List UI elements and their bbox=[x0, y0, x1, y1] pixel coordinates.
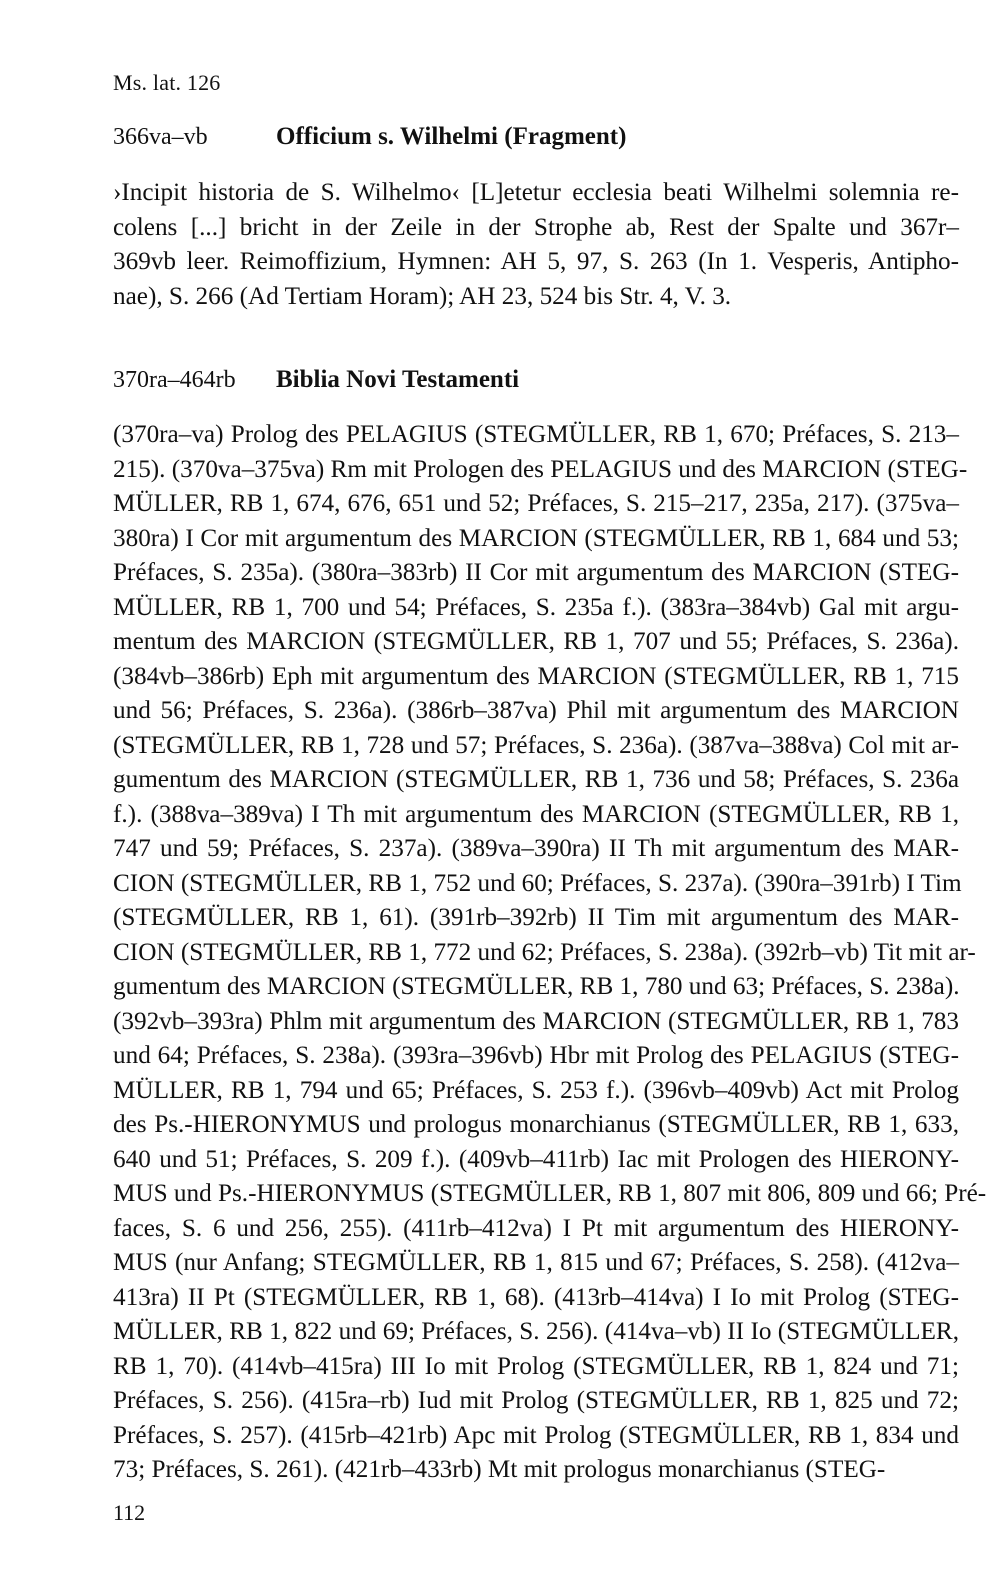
entry-description-officium bbox=[113, 176, 959, 314]
text-line: Préfaces, S. 256). (415ra–rb) Iud mit Prolog (STEGMÜLLER, RB 1, 825 und 72; bbox=[113, 1387, 959, 1414]
text-line: gumentum des MARCION (STEGMÜLLER, RB 1, 736 und 58; Préfaces, S. 236a bbox=[113, 766, 959, 793]
text-line: 369vb leer. Reimoffizium, Hymnen: AH 5, 97, S. 263 (In 1. Vesperis, Antipho- bbox=[113, 248, 959, 275]
text-line: MÜLLER, RB 1, 794 und 65; Préfaces, S. 253 f.). (396vb–409vb) Act mit Prolog bbox=[113, 1076, 959, 1104]
text-line: 640 und 51; Préfaces, S. 209 f.). (409vb–411rb) Iac mit Prologen des HIERONY- bbox=[113, 1145, 959, 1173]
entry-heading-officium bbox=[113, 123, 626, 151]
entry-title: Biblia Novi Testamenti bbox=[276, 366, 520, 393]
text-line: und 56; Préfaces, S. 236a). (386rb–387va) Phil mit argumentum des MARCION bbox=[113, 697, 959, 724]
entry-description-biblia bbox=[113, 418, 987, 1488]
text-line: (STEGMÜLLER, RB 1, 61). (391rb–392rb) II Tim mit argumentum des MAR- bbox=[113, 904, 959, 931]
text-line: MUS (nur Anfang; STEGMÜLLER, RB 1, 815 und 67; Préfaces, S. 258). (412va– bbox=[113, 1249, 959, 1276]
entry-folio-range: 366va–vb bbox=[113, 124, 208, 150]
text-line: 747 und 59; Préfaces, S. 237a). (389va–390ra) II Th mit argumentum des MAR- bbox=[113, 835, 959, 862]
text-line: faces, S. 6 und 256, 255). (411rb–412va) I Pt mit argumentum des HIERONY- bbox=[113, 1214, 959, 1242]
text-line: 413ra) II Pt (STEGMÜLLER, RB 1, 68). (413rb–414va) I Io mit Prolog (STEG- bbox=[113, 1283, 959, 1311]
text-line: RB 1, 70). (414vb–415ra) III Io mit Prolog (STEGMÜLLER, RB 1, 824 und 71; bbox=[113, 1352, 959, 1380]
text-line: (384vb–386rb) Eph mit argumentum des MARCION (STEGMÜLLER, RB 1, 715 bbox=[113, 662, 959, 690]
text-line: 215). (370va–375va) Rm mit Prologen des PELAGIUS und des MARCION (STEG- bbox=[113, 455, 968, 483]
text-line: des Ps.-HIERONYMUS und prologus monarchianus (STEGMÜLLER, RB 1, 633, bbox=[113, 1111, 959, 1138]
text-line: (392vb–393ra) Phlm mit argumentum des MARCION (STEGMÜLLER, RB 1, 783 bbox=[113, 1007, 959, 1035]
text-line: MUS und Ps.-HIERONYMUS (STEGMÜLLER, RB 1, 807 mit 806, 809 und 66; Pré- bbox=[113, 1180, 987, 1207]
text-line: Préfaces, S. 235a). (380ra–383rb) II Cor mit argumentum des MARCION (STEG- bbox=[113, 559, 959, 586]
text-line: f.). (388va–389va) I Th mit argumentum des MARCION (STEGMÜLLER, RB 1, bbox=[113, 800, 959, 828]
text-line: 380ra) I Cor mit argumentum des MARCION (STEGMÜLLER, RB 1, 684 und 53; bbox=[113, 524, 959, 552]
running-head: Ms. lat. 126 bbox=[113, 70, 221, 95]
text-line: gumentum des MARCION (STEGMÜLLER, RB 1, 780 und 63; Préfaces, S. 238a). bbox=[113, 973, 960, 1000]
text-line: und 64; Préfaces, S. 238a). (393ra–396vb) Hbr mit Prolog des PELAGIUS (STEG- bbox=[113, 1042, 959, 1069]
entry-folio-range: 370ra–464rb bbox=[113, 367, 236, 393]
text-line: (370ra–va) Prolog des PELAGIUS (STEGMÜLLER, RB 1, 670; Préfaces, S. 213– bbox=[113, 421, 959, 448]
entry-heading-biblia bbox=[113, 366, 519, 394]
text-line: 73; Préfaces, S. 261). (421rb–433rb) Mt mit prologus monarchianus (STEG- bbox=[113, 1456, 886, 1483]
entry-title: Officium s. Wilhelmi (Fragment) bbox=[276, 123, 627, 150]
text-line: MÜLLER, RB 1, 700 und 54; Préfaces, S. 235a f.). (383ra–384vb) Gal mit argu- bbox=[113, 593, 959, 621]
text-line: ›Incipit historia de S. Wilhelmo‹ [L]etetur ecclesia beati Wilhelmi solemnia re- bbox=[113, 179, 959, 206]
text-line: Préfaces, S. 257). (415rb–421rb) Apc mit Prolog (STEGMÜLLER, RB 1, 834 und bbox=[113, 1421, 959, 1449]
text-line: colens [...] bricht in der Zeile in der Strophe ab, Rest der Spalte und 367r– bbox=[113, 213, 959, 241]
text-line: mentum des MARCION (STEGMÜLLER, RB 1, 707 und 55; Préfaces, S. 236a). bbox=[113, 628, 959, 655]
text-line: (STEGMÜLLER, RB 1, 728 und 57; Préfaces, S. 236a). (387va–388va) Col mit ar- bbox=[113, 731, 959, 759]
page-number: 112 bbox=[113, 1500, 146, 1525]
text-line: nae), S. 266 (Ad Tertiam Horam); AH 23, 524 bis Str. 4, V. 3. bbox=[113, 282, 732, 310]
text-line: CION (STEGMÜLLER, RB 1, 772 und 62; Préfaces, S. 238a). (392rb–vb) Tit mit ar- bbox=[113, 938, 976, 966]
text-line: MÜLLER, RB 1, 822 und 69; Préfaces, S. 256). (414va–vb) II Io (STEGMÜLLER, bbox=[113, 1318, 959, 1345]
text-line: MÜLLER, RB 1, 674, 676, 651 und 52; Préfaces, S. 215–217, 235a, 217). (375va– bbox=[113, 490, 959, 517]
text-line: CION (STEGMÜLLER, RB 1, 752 und 60; Préfaces, S. 237a). (390ra–391rb) I Tim bbox=[113, 869, 962, 897]
